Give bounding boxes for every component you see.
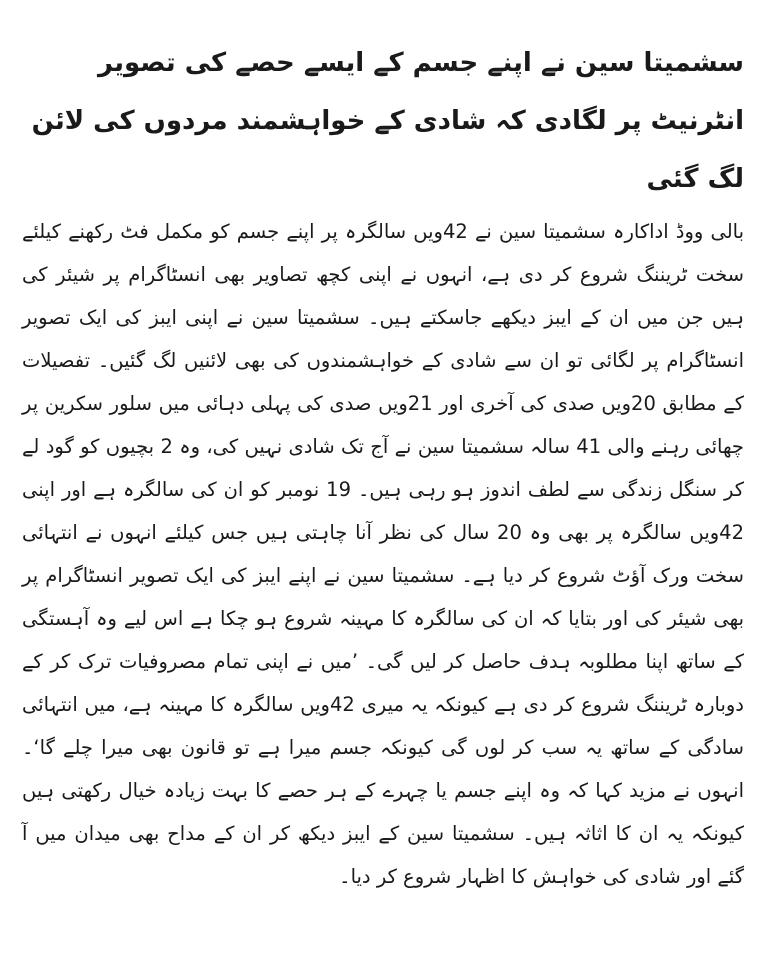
article-headline: سشمیتا سین نے اپنے جسم کے ایسے حصے کی تصویر انٹرنیٹ پر لگادی کہ شادی کے خواہشمند مردوں کی لائن لگ گئی — [31, 48, 744, 194]
article-body: بالی ووڈ اداکارہ سشمیتا سین نے 42ویں سالگرہ پر اپنے جسم کو مکمل فٹ رکھنے کیلئے سخت ٹریننگ شروع کر دی ہے، انہوں نے اپنی کچھ تصاویر بھی انسٹاگرام پر شیئر کی ہیں جن میں ان کے ایبز دیکھے جاسکتے ہیں۔ سشمیتا سین نے اپنی ایبز کی ایک تصویر انسٹاگرام پر لگائی تو ان سے شادی کے خواہشمندوں کی بھی لائنیں لگ گئیں۔ تفصیلات کے مطابق 20ویں صدی کی آخری اور 21ویں صدی کی پہلی دہائی میں سلور سکرین پر چھائی رہنے والی 41 سالہ سشمیتا سین نے آج تک شادی نہیں کی، وہ 2 بچیوں کو گود لے کر سنگل زندگی سے لطف اندوز ہو رہی ہیں۔ 19 نومبر کو ان کی سالگرہ ہے اور اپنی 42ویں سالگرہ پر بھی وہ 20 سال کی نظر آنا چاہتی ہیں جس کیلئے انہوں نے انتہائی سخت ورک آؤٹ شروع کر دیا ہے۔ سشمیتا سین نے اپنے ایبز کی ایک تصویر انسٹاگرام پر بھی شیئر کی اور بتایا کہ ان کی سالگرہ کا مہینہ شروع ہو چکا ہے اس لیے وہ آہستگی کے ساتھ اپنا مطلوبہ ہدف حاصل کر لیں گی۔ ’میں نے اپنی تمام مصروفیات ترک کر کے دوبارہ ٹریننگ شروع کر دی ہے کیونکہ یہ میری 42ویں سالگرہ کا مہینہ ہے، میں انتہائی سادگی کے ساتھ یہ سب کر لوں گی کیونکہ جسم میرا ہے تو قانون بھی میرا چلے گا‘۔ انہوں نے مزید کہا کہ وہ اپنے جسم یا چہرے کے ہر حصے کا بہت زیادہ خیال رکھتی ہیں کیونکہ یہ ان کا اثاثہ ہیں۔ سشمیتا سین کے ایبز دیکھ کر ان کے مداح بھی میدان میں آ گئے اور شادی کی خواہش کا اظہار شروع کر دیا۔ — [22, 220, 745, 888]
article — [22, 34, 744, 898]
